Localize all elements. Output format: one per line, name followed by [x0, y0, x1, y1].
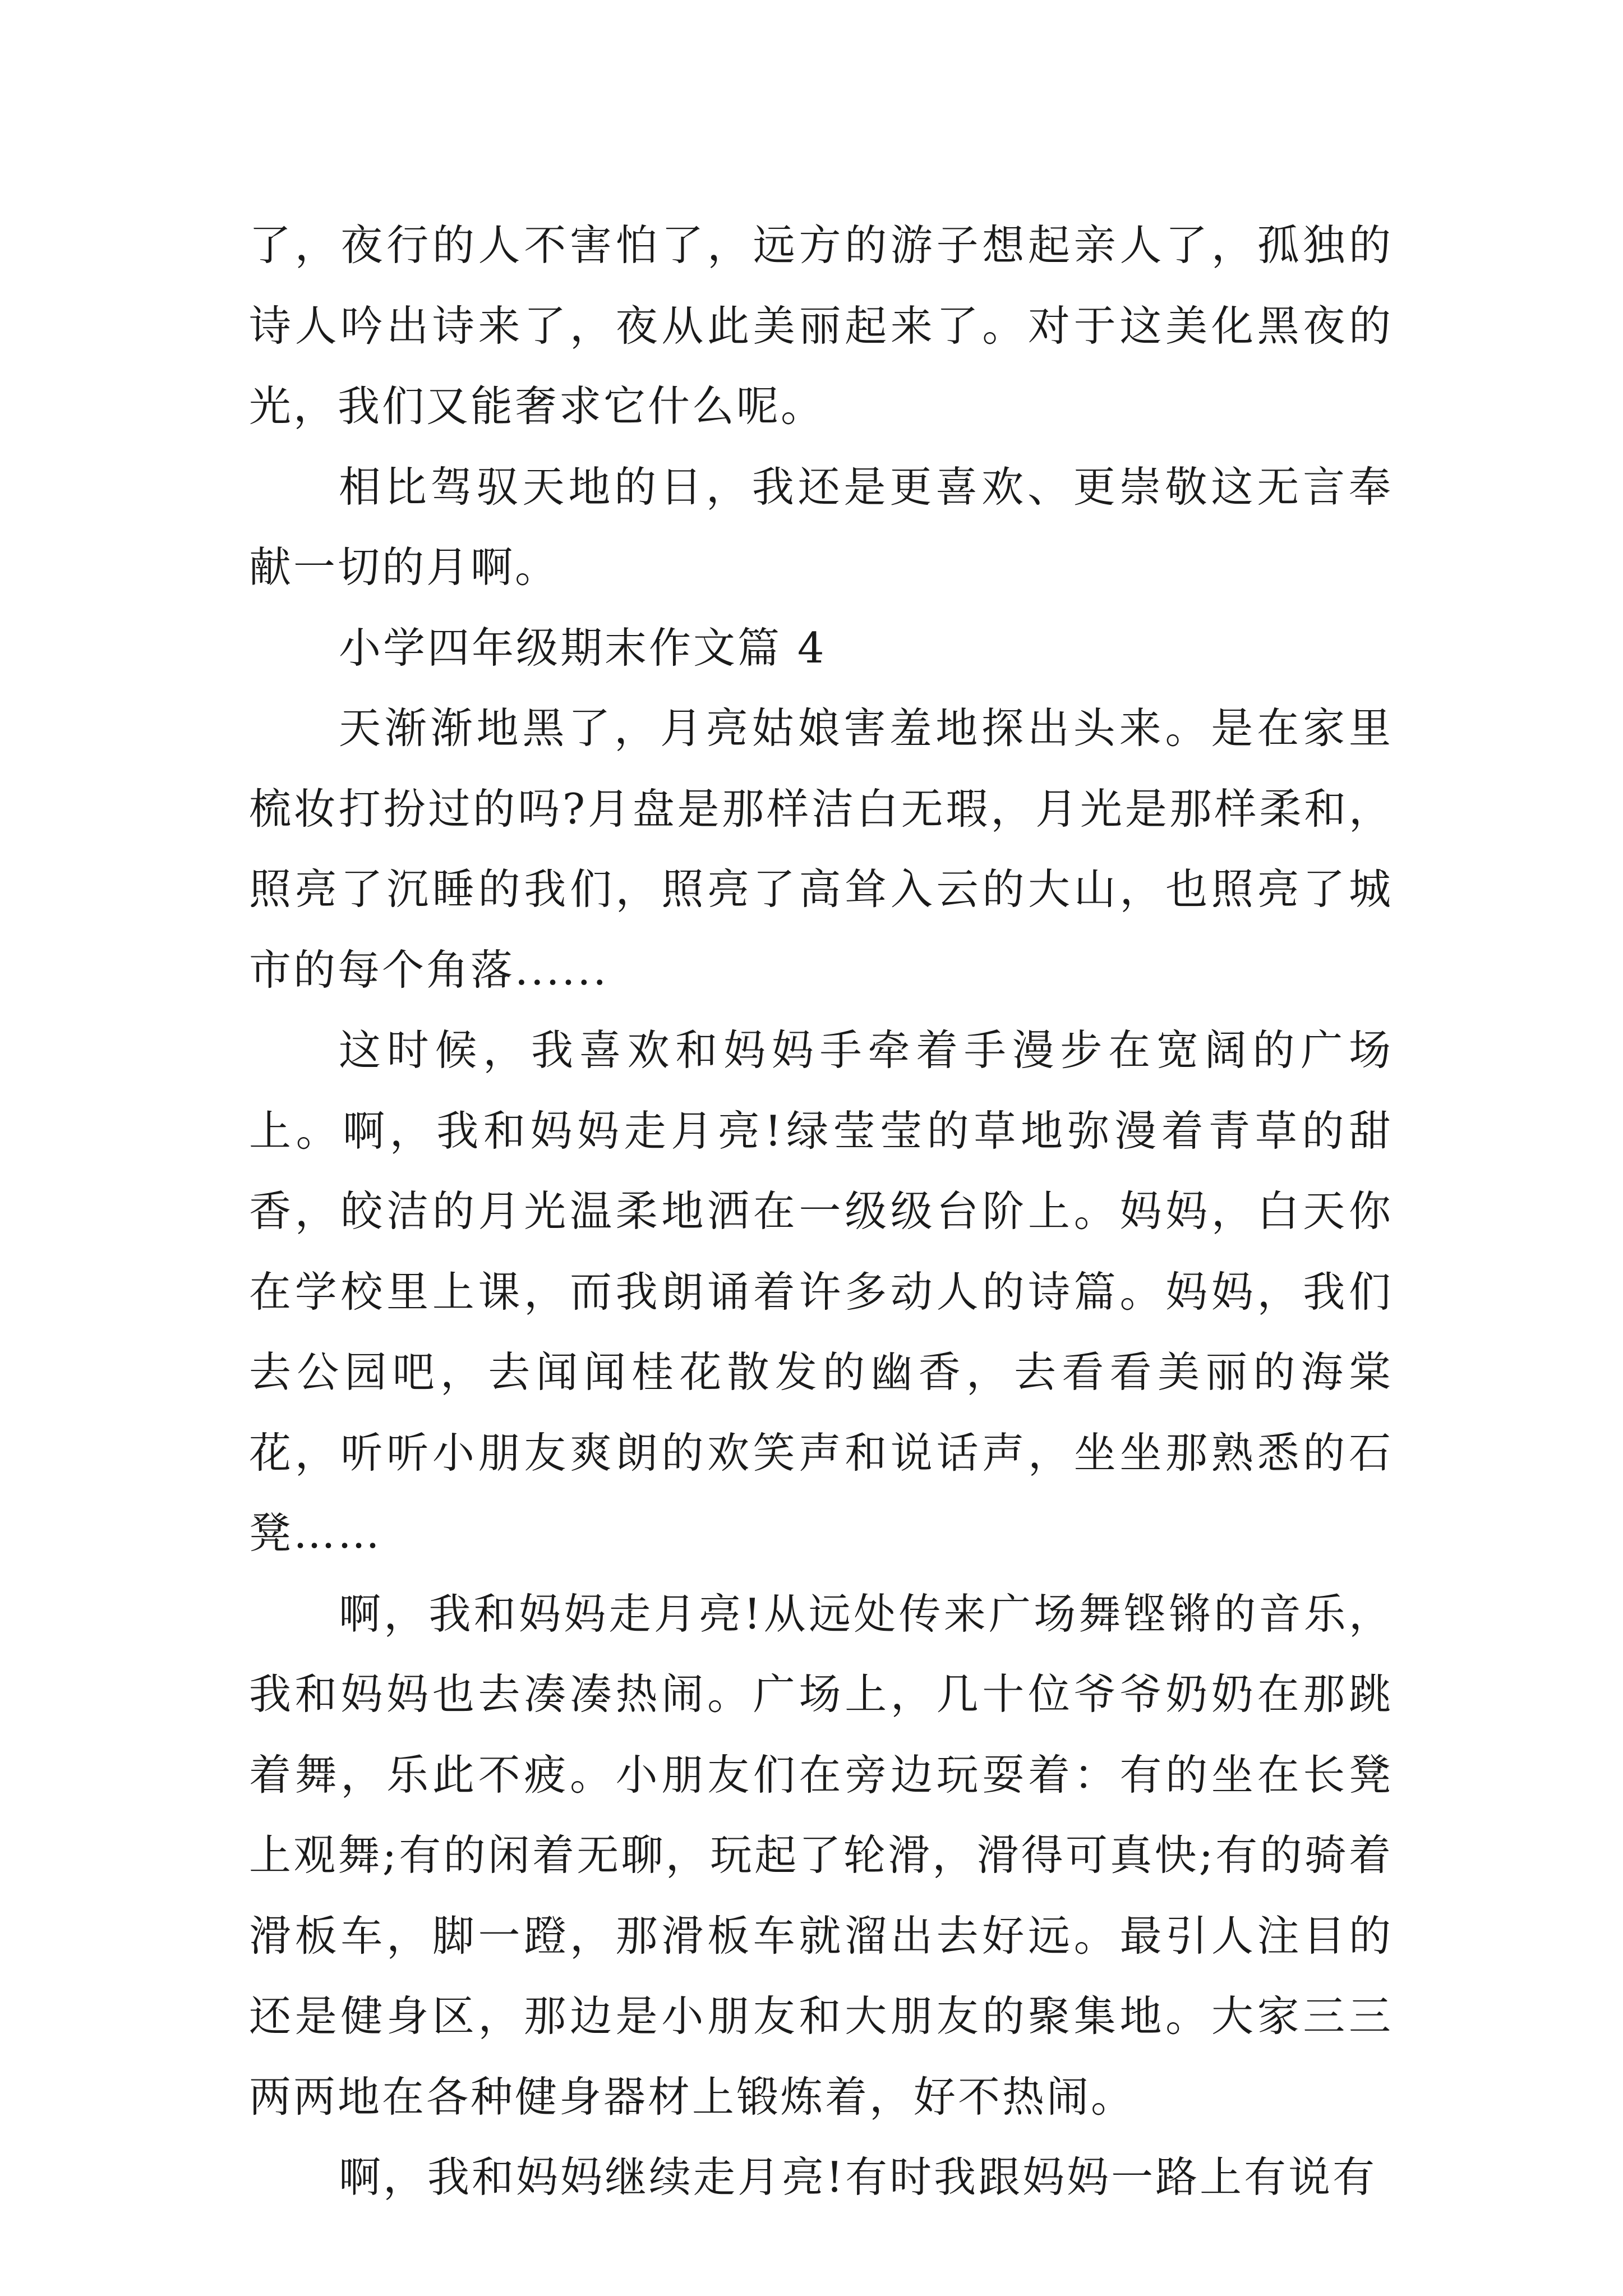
paragraph-6: 啊，我和妈妈继续走月亮!有时我跟妈妈一路上有说有: [339, 2152, 1377, 2202]
paragraph-5: 啊，我和妈妈走月亮!从远处传来广场舞铿锵的音乐，我和妈妈也去凑凑热闹。广场上，几十位爷爷奶奶在那跳着舞，乐此不疲。小朋友们在旁边玩耍着：有的坐在长凳上观舞;有的闲着无聊，玩起了轮滑，滑得可真快;有的骑着滑板车，脚一蹬，那滑板车就溜出去好远。最引人注目的还是健身区，那边是小朋友和大朋友的聚集地。大家三三两两地在各种健身器材上锻炼着，好不热闹。: [249, 1589, 1393, 2122]
document-body: [249, 205, 1393, 2218]
paragraph-1: 了，夜行的人不害怕了，远方的游子想起亲人了，孤独的诗人吟出诗来了，夜从此美丽起来了。对于这美化黑夜的光，我们又能奢求它什么呢。: [249, 220, 1393, 431]
paragraph-2: 相比驾驭天地的日，我还是更喜欢、更崇敬这无言奉献一切的月啊。: [249, 462, 1393, 592]
section-heading: 小学四年级期末作文篇 4: [339, 623, 827, 673]
paragraph-4: 这时候，我喜欢和妈妈手牵着手漫步在宽阔的广场上。啊，我和妈妈走月亮!绿莹莹的草地弥漫着青草的甜香，皎洁的月光温柔地洒在一级级台阶上。妈妈，白天你在学校里上课，而我朗诵着许多动人的诗篇。妈妈，我们去公园吧，去闻闻桂花散发的幽香，去看看美丽的海棠花，听听小朋友爽朗的欢笑声和说话声，坐坐那熟悉的石凳……: [249, 1025, 1393, 1558]
paragraph-3: 天渐渐地黑了，月亮姑娘害羞地探出头来。是在家里梳妆打扮过的吗?月盘是那样洁白无瑕，月光是那样柔和，照亮了沉睡的我们，照亮了高耸入云的大山，也照亮了城市的每个角落......: [249, 703, 1393, 995]
